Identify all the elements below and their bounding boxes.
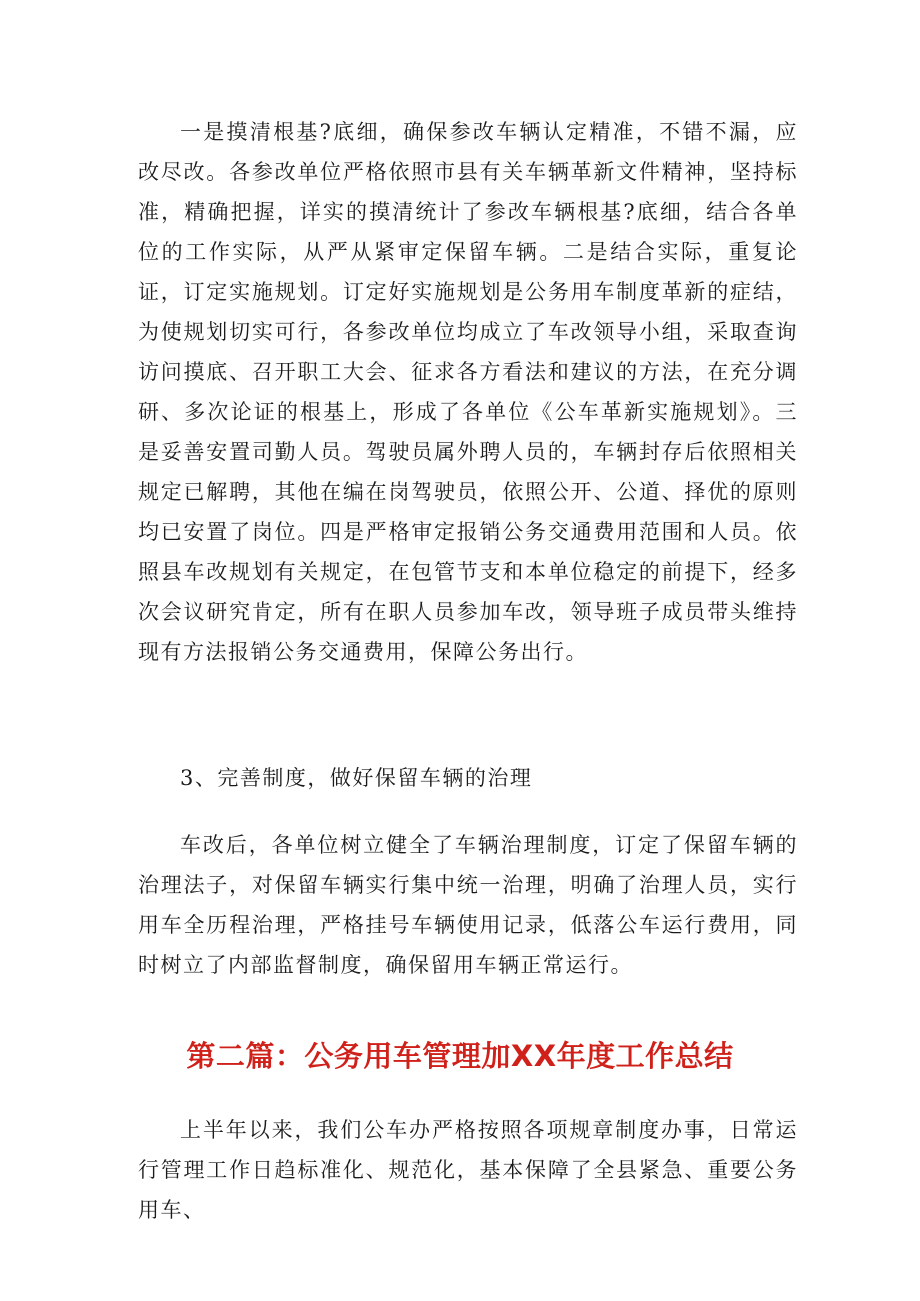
paragraph-vehicle-audit: 一是摸清根基?底细，确保参改车辆认定精准，不错不漏，应改尽改。各参改单位严格依照市县有关车辆革新文件精神，坚持标准，精确把握，详实的摸清统计了参改车辆根基?底细，结合各单位的工作实际，从严从紧审定保留车辆。二是结合实际，重复论证，订定实施规划。订定好实施规划是公务用车制度革新的症结，为使规划切实可行，各参改单位均成立了车改领导小组，采取查询访问摸底、召开职工大会、征求各方看法和建议的方法，在充分调研、多次论证的根基上，形成了各单位《公车革新实施规划》。三是妥善安置司勤人员。驾驶员属外聘人员的，车辆封存后依照相关规定已解聘，其他在编在岗驾驶员，依照公开、公道、择优的原则均已安置了岗位。四是严格审定报销公务交通费用范围和人员。依照县车改规划有关规定，在包管节支和本单位稳定的前提下，经多次会议研究肯定，所有在职人员参加车改，领导班子成员带头维持现有方法报销公务交通费用，保障公务出行。: [138, 120, 798, 664]
chapter-title: 第二篇：公务用车管理加XX年度工作总结: [186, 1039, 734, 1073]
section-heading-improve-system: 3、完善制度，做好保留车辆的治理: [180, 766, 533, 790]
paragraph-vehicle-management: 车改后，各单位树立健全了车辆治理制度，订定了保留车辆的治理法子，对保留车辆实行集中统一治理，明确了治理人员，实行用车全历程治理，严格挂号车辆使用记录，低落公车运行费用，同时树立了内部监督制度，确保留用车辆正常运行。: [138, 833, 798, 977]
paragraph-half-year-summary: 上半年以来，我们公车办严格按照各项规章制度办事，日常运行管理工作日趋标准化、规范化，基本保障了全县紧急、重要公务用车、: [138, 1118, 798, 1222]
